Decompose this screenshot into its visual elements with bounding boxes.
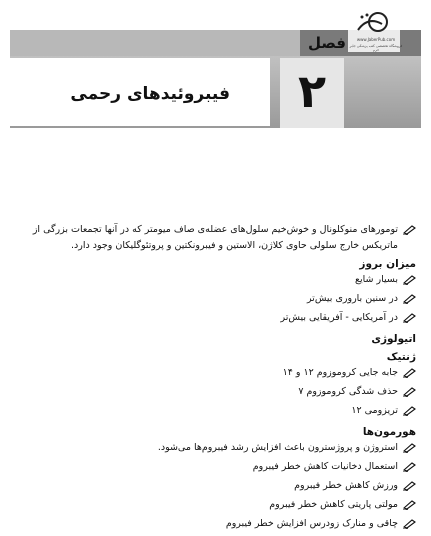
list-item: [14, 310, 416, 329]
pen-bullet-icon: [402, 406, 416, 422]
intro-text: تومورهای منوکلونال و خوش‌خیم سلول‌های عضله‌ی صاف میومتر که در آنها تجمعات بزرگی از ماتریکس خارج سلولی حاوی کلاژن، الاستین و فیبرونکتین و پروتئوگلیکان وجود دارد.: [32, 224, 398, 251]
publisher-url: www.JaberPub.com: [356, 37, 396, 42]
list-item-text: مولتی پاریتی کاهش خطر فیبروم: [269, 499, 398, 510]
list-item: [14, 459, 416, 478]
hormones-heading: هورمون‌ها: [362, 426, 416, 438]
list-item: [14, 291, 416, 310]
list-item-text: جابه جایی کروموزوم ۱۲ و ۱۴: [282, 367, 398, 378]
etiology-heading: اتیولوژی: [371, 333, 416, 345]
list-item-text: استعمال دخانیات کاهش خطر فیبروم: [252, 461, 398, 472]
list-item-text: ورزش کاهش خطر فیبروم: [294, 480, 398, 491]
pen-bullet-icon: [402, 275, 416, 291]
list-item: [14, 384, 416, 403]
pen-bullet-icon: [402, 294, 416, 310]
pen-bullet-icon: [402, 500, 416, 516]
list-item: [14, 272, 416, 291]
genetics-heading: ژنتیک: [386, 351, 416, 363]
list-item-text: تریزومی ۱۲: [351, 405, 398, 416]
intro-paragraph: [14, 222, 416, 254]
pen-bullet-icon: [402, 519, 416, 535]
chapter-word: فصل: [308, 34, 346, 52]
publisher-tagline: فروشگاه تخصصی کتب پزشکی جابر خرم: [349, 44, 403, 52]
list-item: [14, 365, 416, 384]
chapter-content: [14, 222, 416, 535]
list-item: [14, 478, 416, 497]
list-item: [14, 497, 416, 516]
chapter-number: ۲: [297, 64, 327, 118]
list-item: [14, 516, 416, 535]
incidence-heading: میزان بروز: [359, 258, 416, 270]
list-item-text: بسیار شایع: [354, 274, 398, 285]
pen-bullet-icon: [402, 462, 416, 478]
chapter-title: فیبروئیدهای رحمی: [70, 84, 230, 104]
list-item-text: در آمریکایی - آفریقایی بیش‌تر: [280, 312, 398, 323]
list-item: [14, 403, 416, 422]
list-item-text: استروژن و پروژسترون باعث افزایش رشد فیبروم‌ها می‌شود.: [157, 442, 398, 453]
pen-bullet-icon: [402, 443, 416, 459]
list-item-text: چاقی و منارک زودرس افزایش خطر فیبروم: [225, 518, 398, 529]
list-item-text: در سنین باروری بیش‌تر: [306, 293, 398, 304]
pen-bullet-icon: [402, 387, 416, 403]
list-item: [14, 440, 416, 459]
pen-bullet-icon: [402, 368, 416, 384]
list-item-text: حذف شدگی کروموزوم ۷: [298, 386, 398, 397]
pen-bullet-icon: [402, 313, 416, 329]
pen-bullet-icon: [402, 481, 416, 497]
pen-bullet-icon: [402, 225, 416, 241]
